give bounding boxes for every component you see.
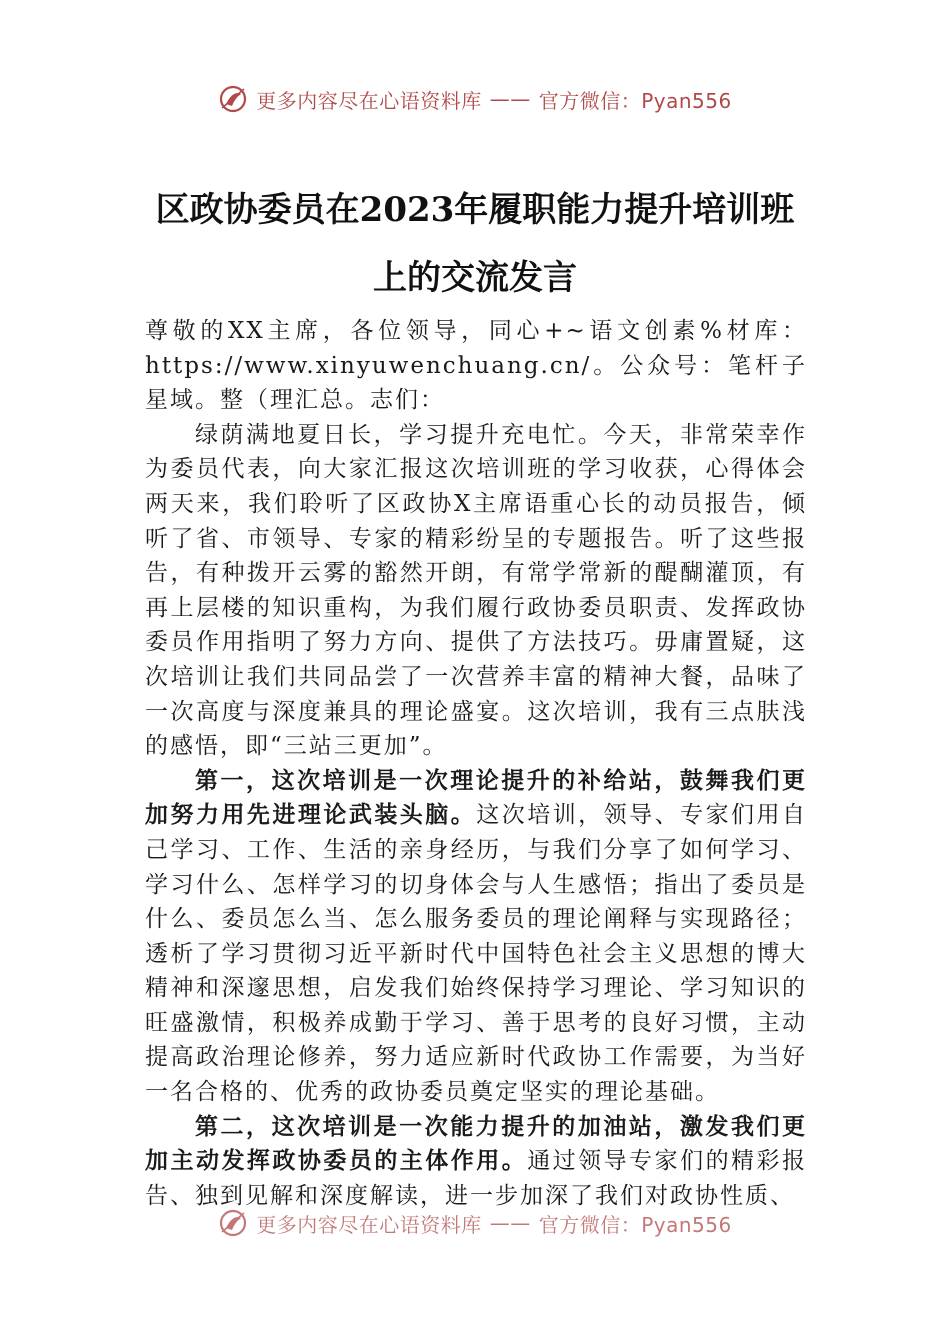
document-title-line-2: 上的交流发言 xyxy=(373,258,577,298)
paragraph-first-point xyxy=(145,764,807,1110)
second-point-heading: 第二，这次培训是一次能力提升的加油站，激发我们更加主动发挥政协委员的主体作用。 xyxy=(145,1112,807,1175)
watermark-wechat: 官方微信：Pyan556 xyxy=(538,88,732,113)
footer-watermark-wechat: 官方微信：Pyan556 xyxy=(538,1212,732,1237)
footer-watermark-text-main: 更多内容尽在心语资料库 xyxy=(256,1212,482,1237)
second-point-text: 通过领导专家们的精彩报告、独到见解和深度解读，进一步加深了我们对政协性质、 xyxy=(145,1148,808,1209)
footer-watermark xyxy=(0,1208,950,1238)
paragraph-intro: 绿荫满地夏日长，学习提升充电忙。今天，非常荣幸作为委员代表，向大家汇报这次培训班的学习收获，心得体会两天来，我们聆听了区政协X主席语重心长的动员报告，倾听了省、市领导、专家的精彩纷呈的专题报告。听了这些报告，有种拨开云雾的豁然开朗，有常学常新的醍醐灌顶，有再上层楼的知识重构，为我们履行政协委员职责、发挥政协委员作用指明了努力方向、提供了方法技巧。毋庸置疑，这次培训让我们共同品尝了一次营养丰富的精神大餐，品味了一次高度与深度兼具的理论盛宴。这次培训，我有三点肤浅的感悟，即“三站三更加”。 xyxy=(145,421,807,760)
footer-watermark-separator: —— xyxy=(489,1211,531,1235)
document-body xyxy=(145,314,807,1213)
salutation: 尊敬的XX主席，各位领导，同心+~语文创素%材库：https://www.xinyuwenchuang.cn/。公众号：笔杆子星域。整（理汇总。志们： xyxy=(145,318,807,414)
paragraph-second-point xyxy=(145,1110,807,1214)
first-point-text: 这次培训，领导、专家们用自己学习、工作、生活的亲身经历，与我们分享了如何学习、学习什么、怎样学习的切身体会与人生感悟；指出了委员是什么、委员怎么当、怎么服务委员的理论阐释与实现路径；透析了学习贯彻习近平新时代中国特色社会主义思想的博大精神和深邃思想，启发我们始终保持学习理论、学习知识的旺盛激情，积极养成勤于学习、善于思考的良好习惯，主动提高政治理论修养，努力适应新时代政协工作需要，为当好一名合格的、优秀的政协委员奠定坚实的理论基础。 xyxy=(145,802,808,1106)
document-title-line-1: 区政协委员在2023年履职能力提升培训班 xyxy=(155,190,795,230)
watermark-text-main: 更多内容尽在心语资料库 xyxy=(256,88,482,113)
brand-logo-icon-footer xyxy=(218,1208,248,1238)
watermark-separator: —— xyxy=(489,87,531,111)
first-point-heading: 第一，这次培训是一次理论提升的补给站，鼓舞我们更加努力用先进理论武装头脑。 xyxy=(145,766,807,829)
